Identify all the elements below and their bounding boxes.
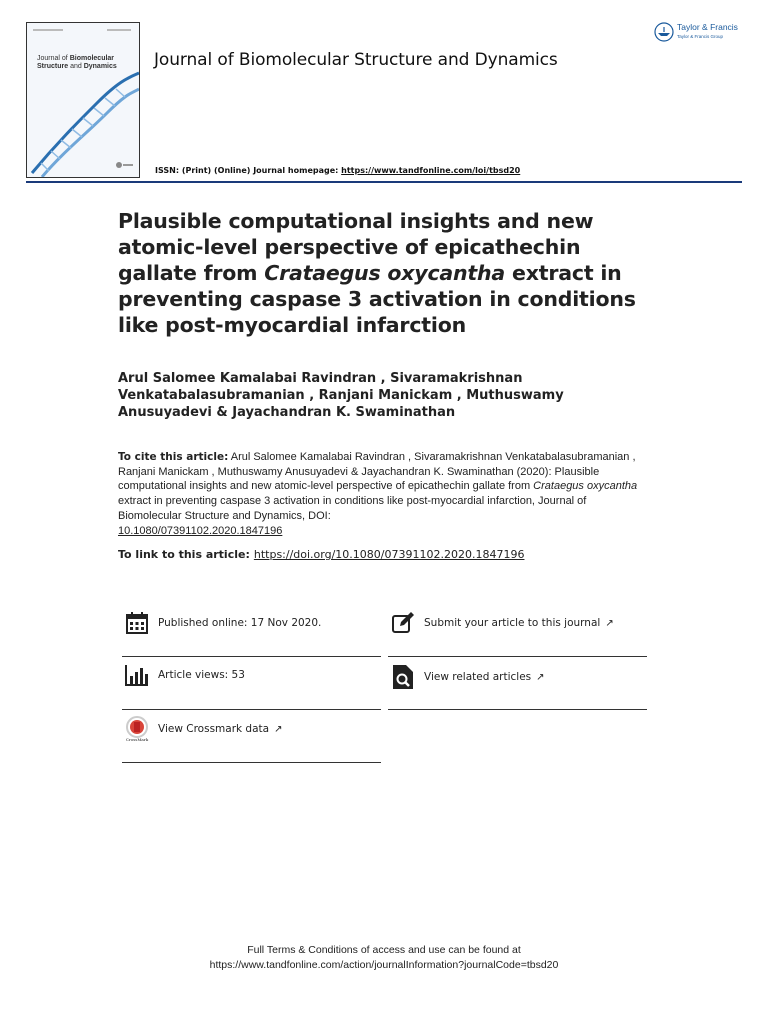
article-link-line	[118, 548, 524, 561]
submit-article-text[interactable]: Submit your article to this journal	[424, 617, 601, 629]
divider	[122, 656, 381, 657]
crossmark-text[interactable]: View Crossmark data	[158, 723, 270, 735]
external-link-icon: ↗	[605, 617, 614, 629]
publisher-name: Taylor & Francis	[677, 22, 738, 32]
related-articles-link[interactable]	[390, 664, 545, 690]
divider	[122, 709, 381, 710]
calendar-icon	[124, 610, 150, 636]
footer-terms-url[interactable]: https://www.tandfonline.com/action/journalInformation?journalCode=tbsd20	[209, 959, 559, 971]
cover-title: Journal of Biomolecular Structure and Dynamics	[37, 55, 117, 70]
article-doi-url[interactable]: https://doi.org/10.1080/07391102.2020.1847196	[253, 548, 525, 561]
journal-cover-image	[26, 22, 140, 178]
published-online-text: Published online: 17 Nov 2020.	[158, 617, 322, 629]
article-views-info	[124, 662, 245, 688]
citation-doi-link[interactable]: 10.1080/07391102.2020.1847196	[118, 524, 283, 537]
divider	[388, 709, 647, 710]
article-views-text: Article views: 53	[158, 669, 245, 681]
external-link-icon: ↗	[536, 671, 545, 683]
footer-line-1: Full Terms & Conditions of access and use can be found at	[247, 944, 521, 956]
header-rule	[26, 181, 742, 183]
publisher-logo	[654, 22, 738, 42]
footer-terms	[0, 943, 768, 973]
document-search-icon	[390, 664, 416, 690]
crossmark-caption: CrossMark	[125, 737, 149, 742]
article-title: Plausible computational insights and new atomic-level perspective of epicathechin gallate from Crataegus oxycantha extract in preventing caspase 3 activation in conditions like post-myocardial infarction	[118, 209, 636, 337]
crossmark-link[interactable]	[124, 716, 282, 742]
article-link-label: To link to this article:	[118, 548, 250, 561]
publisher-lamp-icon	[654, 22, 674, 42]
submit-article-link[interactable]	[390, 610, 614, 636]
divider	[388, 656, 647, 657]
publisher-subname: Taylor & Francis Group	[677, 34, 724, 39]
bar-chart-icon	[124, 662, 150, 688]
citation-block: To cite this article: Arul Salomee Kamalabai Ravindran , Sivaramakrishnan Venkatabalasubramanian , Ranjani Manickam , Muthuswamy Anusuyadevi & Jayachandran K. Swaminathan (2020): Plausible computational insights and new atomic-level perspective of epicathechin gallate from Crataegus oxycantha extract in preventing caspase 3 activation in conditions like post-myocardial infarction, Journal of Biomolecular Structure and Dynamics, DOI: 10.1080/07391102.2020.1847196	[118, 451, 638, 537]
dna-helix-graphic	[27, 23, 139, 177]
article-authors: Arul Salomee Kamalabai Ravindran , Sivaramakrishnan Venkatabalasubramanian , Ranjani Manickam , Muthuswamy Anusuyadevi & Jayachandran K. Swaminathan	[118, 371, 564, 420]
citation-label: To cite this article:	[118, 451, 229, 463]
edit-icon	[390, 610, 416, 636]
crossmark-icon	[124, 716, 150, 742]
issn-line: ISSN: (Print) (Online) Journal homepage: https://www.tandfonline.com/loi/tbsd20	[155, 166, 521, 175]
journal-homepage-link[interactable]: https://www.tandfonline.com/loi/tbsd20	[341, 166, 521, 175]
journal-name: Journal of Biomolecular Structure and Dynamics	[154, 50, 558, 70]
divider	[122, 762, 381, 763]
related-articles-text[interactable]: View related articles	[424, 671, 532, 683]
external-link-icon: ↗	[274, 723, 283, 735]
published-online-info	[124, 610, 321, 636]
